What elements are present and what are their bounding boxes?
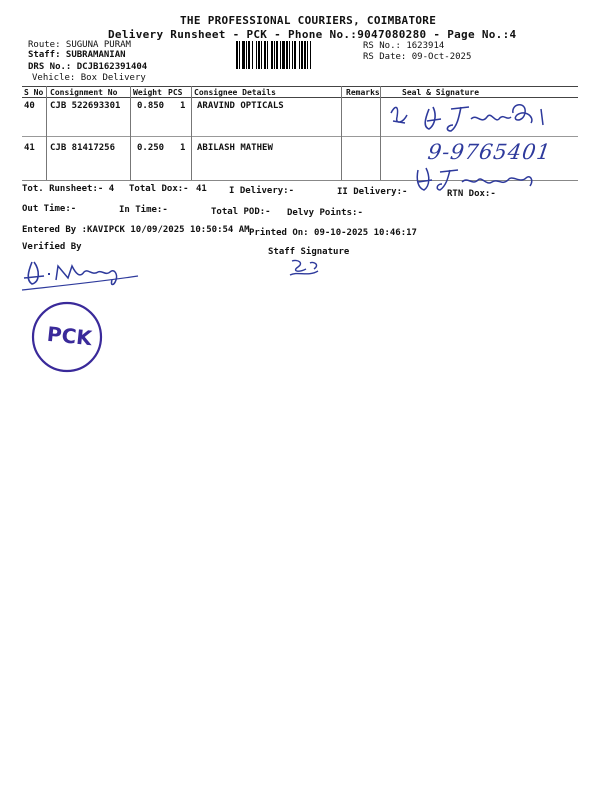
row-weight: 0.250 [137,143,165,153]
staff-signature-label: Staff Signature [268,247,350,257]
in-time: In Time:- [119,205,168,215]
row-consignment: CJB 522693301 [50,101,121,111]
total-pod: Total POD:- [211,207,271,217]
col-header-pcs: PCS [168,88,183,97]
verifier-signature [18,256,148,292]
barcode [236,41,358,69]
col-divider [341,86,342,180]
col-header-seal: Seal & Signature [402,88,480,97]
col-header-sno: S No [24,88,44,97]
staff-signature [284,257,334,279]
row-consignee: ABILASH MATHEW [197,143,273,153]
delvy-points: Delvy Points:- [287,208,363,218]
col-header-remarks: Remarks [346,88,380,97]
recipient-signature-1 [385,95,565,140]
recipient-phone: 9-9765401 [426,140,553,164]
staff-label: Staff: SUBRAMANIAN [28,50,126,60]
row-pcs: 1 [180,101,186,111]
printed-on: Printed On: 09-10-2025 10:46:17 [249,228,417,238]
col-divider [46,86,47,180]
company-title: THE PROFESSIONAL COURIERS, COIMBATORE [180,14,437,27]
rs-number: RS No.: 1623914 [363,41,445,51]
i-delivery: I Delivery:- [229,186,295,196]
col-divider [191,86,192,180]
total-dox-value: 41 [196,184,207,194]
verified-by-label: Verified By [22,242,82,252]
col-divider [380,86,381,180]
vehicle-label: Vehicle: Box Delivery [32,73,146,83]
total-dox-label: Total Dox:- [129,184,189,194]
rs-date: RS Date: 09-Oct-2025 [363,52,472,62]
row-consignment: CJB 81417256 [50,143,116,153]
entered-by: Entered By :KAVIPCK 10/09/2025 10:50:54 AM [22,225,250,235]
runsheet-subtitle: Delivery Runsheet - PCK - Phone No.:9047080280 - Page No.:4 [108,28,517,41]
out-time: Out Time:- [22,204,77,214]
row-consignee: ARAVIND OPTICALS [197,101,284,111]
ii-delivery: II Delivery:- [337,187,408,197]
drs-label: DRS No.: DCJB162391404 [28,62,148,72]
row-sno: 40 [24,101,35,111]
row-weight: 0.850 [137,101,165,111]
col-header-consignment: Consignment No [50,88,118,97]
col-header-consignee: Consignee Details [194,88,276,97]
table-top-rule [22,86,578,87]
col-divider [130,86,131,180]
tot-runsheet: Tot. Runsheet:- 4 [22,184,115,194]
row-sno: 41 [24,143,35,153]
rtn-dox: RTN Dox:- [447,189,496,199]
row-pcs: 1 [180,143,186,153]
stamp-text: PCK [45,321,93,351]
route-label: Route: SUGUNA PURAM [28,40,131,50]
col-header-weight: Weight [133,88,162,97]
